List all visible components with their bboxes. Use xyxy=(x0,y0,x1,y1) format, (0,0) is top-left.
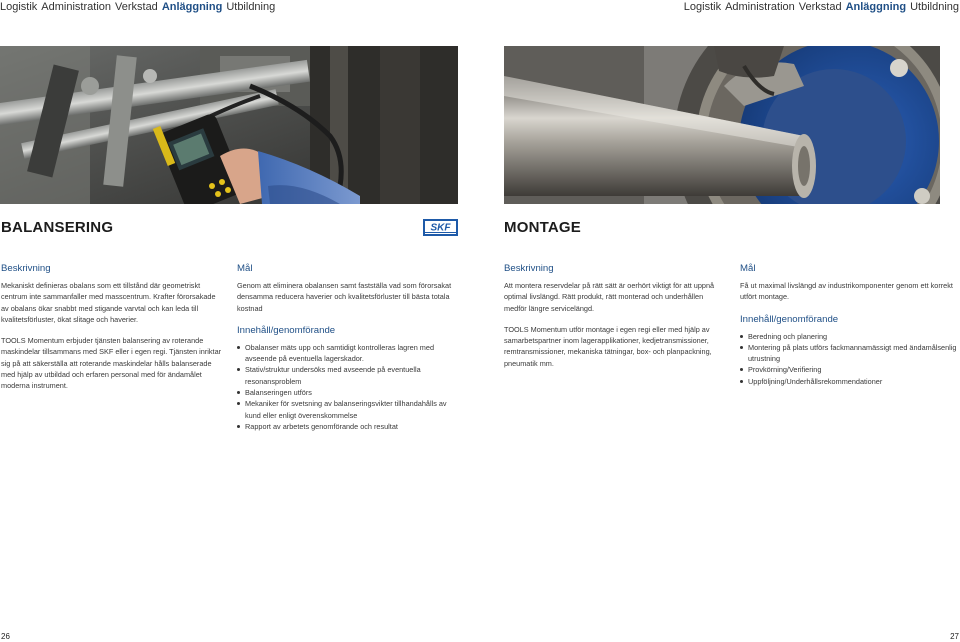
list-item: Montering på plats utförs fackmannamässigt med ändamålsenlig utrustning xyxy=(740,342,960,365)
section-title-montage: MONTAGE xyxy=(504,219,581,236)
section-title-balansering: BALANSERING xyxy=(1,219,114,236)
left-description-paragraph-1: Mekaniskt definieras obalans som ett tillstånd där geometriskt centrum inte sammanfaller med masscentrum. Krafter förorsakade av obalans ökar snabbt med stigande varvtal och kan leda till kvalitetsförluster, ökat slitage och haverier. xyxy=(1,281,216,324)
list-item: Mekaniker för svetsning av balanseringsvikter tillhandahålls av kund eller enligt överenskommelse xyxy=(237,398,459,421)
breadcrumb-item-anlaggning[interactable]: Anläggning xyxy=(161,1,223,13)
breadcrumb xyxy=(684,1,959,13)
left-description-column xyxy=(1,262,223,402)
left-description-heading: Beskrivning xyxy=(1,263,51,274)
breadcrumb-item-logistik[interactable]: Logistik xyxy=(0,1,38,13)
right-description-paragraph-2: TOOLS Momentum utför montage i egen regi eller med hjälp av samarbetspartner inom lagerapplikationer, kedjetransmissioner, remtransmissioner, mekaniska tätningar, box- och planpackning, pneumatik mm. xyxy=(504,324,712,368)
list-item: Stativ/struktur undersöks med avseende på eventuella resonansproblem xyxy=(237,364,459,387)
left-content-list xyxy=(237,342,459,432)
left-description-paragraph-2: TOOLS Momentum erbjuder tjänsten balansering av roterande maskindelar tillsammans med SKF eller i egen regi. Tjänsten inriktar sig på att säkerställa att roterande maskindelar hålls balanserade med hjälp av utbildad och erfaren personal med för ändamålet moderna instrument. xyxy=(1,336,222,391)
right-page xyxy=(480,0,960,642)
breadcrumb-item-verkstad[interactable]: Verkstad xyxy=(798,1,842,13)
right-content-list xyxy=(740,331,960,387)
left-goal-text: Genom att eliminera obalansen samt fastställa vad som förorsakat densamma reducera haverier och kvalitetsförluster till bästa totala kostnad xyxy=(237,281,452,313)
right-goal-text: Få ut maximal livslängd av industrikomponenter genom ett korrekt utfört montage. xyxy=(740,281,953,302)
left-content-heading: Innehåll/genomförande xyxy=(237,324,336,336)
breadcrumb-item-verkstad[interactable]: Verkstad xyxy=(115,1,158,13)
list-item: Balanseringen utförs xyxy=(237,387,459,398)
list-item: Provkörning/Verifiering xyxy=(740,364,960,375)
breadcrumb-item-utbildning[interactable]: Utbildning xyxy=(910,1,959,13)
page-number-left: 26 xyxy=(1,632,10,641)
svg-text:SKF: SKF xyxy=(430,222,451,234)
balancing-photo xyxy=(0,46,458,204)
breadcrumb-item-administration[interactable]: Administration xyxy=(725,1,795,13)
breadcrumb-item-administration[interactable]: Administration xyxy=(41,1,111,13)
right-content-heading: Innehåll/genomförande xyxy=(740,313,839,325)
left-goal-column xyxy=(237,262,459,432)
right-description-heading: Beskrivning xyxy=(504,263,554,274)
right-goal-column xyxy=(740,262,960,387)
page-number-right: 27 xyxy=(950,632,959,641)
list-item: Rapport av arbetets genomförande och resultat xyxy=(237,421,459,432)
breadcrumb-item-anlaggning[interactable]: Anläggning xyxy=(845,1,907,13)
balancing-photo-icon xyxy=(0,46,458,204)
right-goal-heading: Mål xyxy=(740,263,756,274)
shaft-assembly-photo xyxy=(504,46,940,204)
breadcrumb-item-logistik[interactable]: Logistik xyxy=(683,1,722,13)
right-description-paragraph-1: Att montera reservdelar på rätt sätt är oerhört viktigt för att uppnå optimal livslängd. Rätt produkt, rätt monterad och underhållen medför längre servicelängd. xyxy=(504,281,715,313)
skf-logo-icon xyxy=(423,219,458,236)
list-item: Beredning och planering xyxy=(740,331,960,342)
list-item: Uppföljning/Underhållsrekommendationer xyxy=(740,376,960,387)
breadcrumb xyxy=(0,1,275,13)
list-item: Obalanser mäts upp och samtidigt kontrolleras lagren med avseende på eventuella lagerskador. xyxy=(237,342,459,365)
right-description-column xyxy=(504,262,726,379)
breadcrumb-item-utbildning[interactable]: Utbildning xyxy=(226,1,276,13)
left-goal-heading: Mål xyxy=(237,263,253,274)
shaft-assembly-photo-icon xyxy=(504,46,940,204)
